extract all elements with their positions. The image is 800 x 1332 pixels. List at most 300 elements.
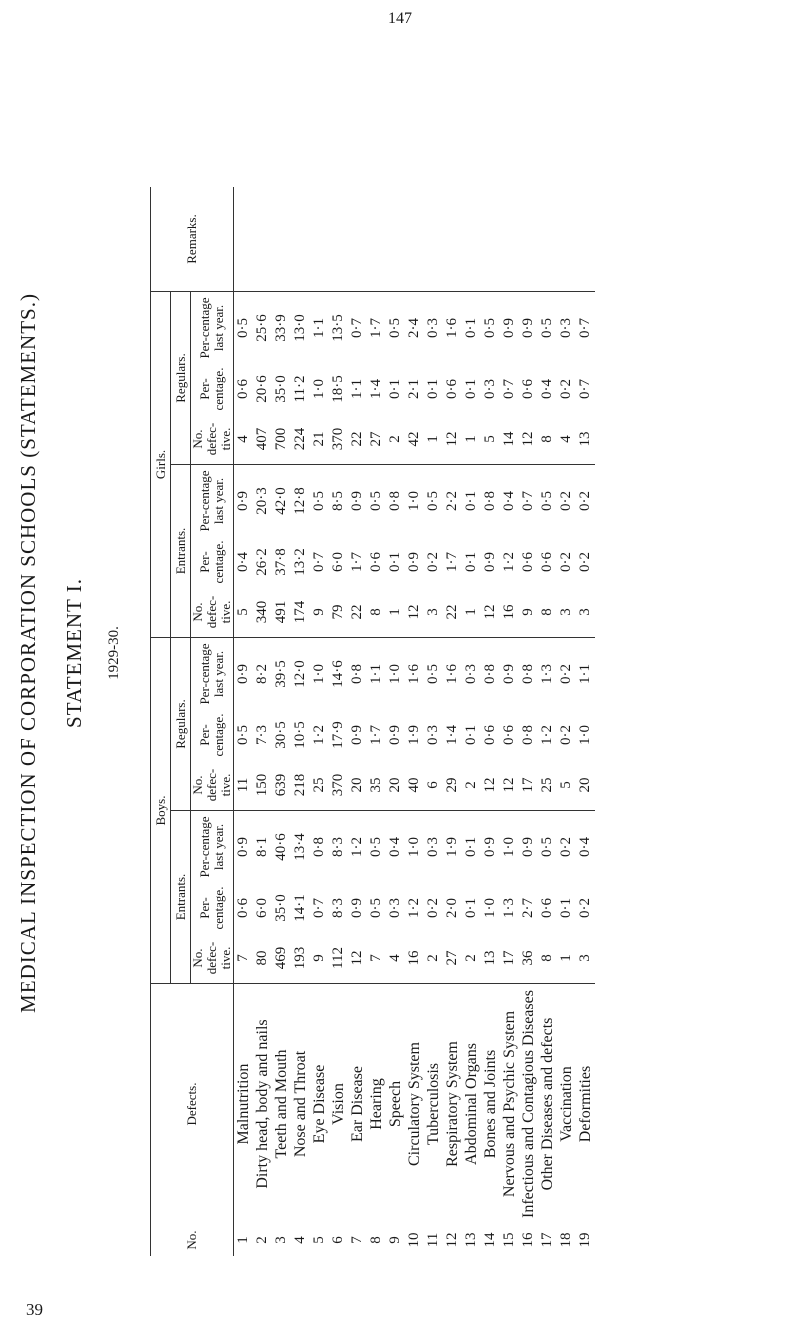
remarks-cell — [519, 187, 538, 292]
cell-b-ent-no: 80 — [253, 933, 272, 984]
defect-name: Dirty head, body and nails — [254, 1019, 271, 1189]
cell-g-ent-last: 0·7 — [520, 491, 536, 511]
col-b-ent-no: No. defec-tive. — [191, 933, 234, 984]
defect-name: Vision — [330, 1083, 347, 1125]
defect-name: Abdominal Organs — [463, 1043, 480, 1165]
remarks-cell — [329, 187, 348, 292]
cell-g-ent-pct: 0·2 — [425, 552, 441, 572]
cell-b-reg-pct: 0·6 — [482, 725, 498, 745]
cell-g-reg-pct: 0·7 — [501, 379, 517, 399]
cell-g-ent-no: 1 — [386, 587, 405, 638]
remarks-cell — [310, 187, 329, 292]
cell-b-ent-pct: 6·0 — [254, 898, 270, 918]
cell-b-reg-no: 25 — [538, 760, 557, 811]
cell-b-reg-no: 639 — [272, 760, 291, 811]
cell-g-reg-pct: 0·1 — [463, 379, 479, 399]
col-defects: Defects. — [184, 1082, 199, 1126]
cell-b-reg-pct: 1·7 — [368, 725, 384, 745]
defect-name: Other Diseases and defects — [539, 1017, 556, 1191]
cell-b-reg-last: 0·9 — [501, 664, 517, 684]
cell-g-reg-pct: 0·1 — [387, 379, 403, 399]
cell-b-reg-no: 370 — [329, 760, 348, 811]
cell-g-reg-no: 12 — [443, 414, 462, 465]
cell-b-reg-last: 0·8 — [520, 664, 536, 684]
remarks-cell — [272, 187, 291, 292]
remarks-cell — [405, 187, 424, 292]
cell-g-ent-last: 0·1 — [463, 491, 479, 511]
cell-b-reg-pct: 0·1 — [463, 725, 479, 745]
cell-g-ent-no: 22 — [348, 587, 367, 638]
cell-b-ent-no: 16 — [405, 933, 424, 984]
cell-b-reg-pct: 0·5 — [235, 725, 251, 745]
cell-g-reg-last: 0·9 — [501, 318, 517, 338]
cell-b-reg-pct: 1·9 — [406, 725, 422, 745]
cell-b-ent-pct: 14·1 — [292, 894, 308, 922]
cell-g-reg-no: 14 — [500, 414, 519, 465]
cell-g-ent-last: 0·9 — [235, 491, 251, 511]
col-b-reg-no: No. defec-tive. — [191, 760, 234, 811]
cell-b-ent-no: 2 — [462, 933, 481, 984]
cell-g-ent-no: 79 — [329, 587, 348, 638]
cell-g-reg-no: 27 — [367, 414, 386, 465]
cell-b-reg-no: 150 — [253, 760, 272, 811]
row-number: 5 — [311, 1236, 327, 1244]
remarks-cell — [500, 187, 519, 292]
cell-g-ent-last: 0·2 — [577, 491, 593, 511]
cell-b-ent-no: 7 — [367, 933, 386, 984]
remarks-cell — [538, 187, 557, 292]
cell-g-reg-pct: 1·4 — [368, 379, 384, 399]
cell-g-ent-pct: 6·0 — [330, 552, 346, 572]
cell-g-ent-pct: 0·6 — [539, 552, 555, 572]
cell-g-reg-last: 33·9 — [273, 314, 289, 342]
cell-b-reg-pct: 0·9 — [349, 725, 365, 745]
col-g-ent-no: No. defec-tive. — [191, 587, 234, 638]
defect-name: Tuberculosis — [425, 1062, 442, 1146]
cell-g-ent-last: 12·8 — [292, 487, 308, 515]
defect-name: Teeth and Mouth — [273, 1049, 290, 1159]
cell-g-ent-last: 0·2 — [558, 491, 574, 511]
row-number: 7 — [349, 1236, 365, 1244]
row-number: 2 — [254, 1236, 270, 1244]
cell-g-ent-pct: 0·4 — [235, 552, 251, 572]
col-g-ent-pct: Per-centage. — [197, 540, 226, 584]
row-number: 12 — [444, 1232, 460, 1248]
cell-g-ent-pct: 0·1 — [387, 552, 403, 572]
cell-g-ent-last: 2·2 — [444, 491, 460, 511]
remarks-cell — [557, 187, 576, 292]
defect-name: Ear Disease — [349, 1066, 366, 1142]
cell-b-reg-no: 12 — [481, 760, 500, 811]
cell-b-ent-pct: 0·7 — [311, 898, 327, 918]
cell-b-ent-no: 36 — [519, 933, 538, 984]
page-number: 147 — [388, 10, 412, 27]
cell-b-reg-no: 20 — [386, 760, 405, 811]
cell-g-reg-pct: 0·2 — [558, 379, 574, 399]
cell-g-ent-no: 16 — [500, 587, 519, 638]
cell-b-reg-no: 218 — [291, 760, 310, 811]
cell-b-reg-last: 1·1 — [577, 664, 593, 684]
cell-g-reg-last: 13·5 — [330, 314, 346, 342]
row-number: 4 — [292, 1236, 308, 1244]
row-number: 15 — [501, 1232, 517, 1248]
cell-b-ent-pct: 0·6 — [235, 898, 251, 918]
table-row — [310, 187, 329, 1256]
cell-b-ent-no: 9 — [310, 933, 329, 984]
table-row — [367, 187, 386, 1256]
remarks-cell — [386, 187, 405, 292]
cell-b-ent-last: 0·1 — [463, 837, 479, 857]
row-number: 17 — [539, 1232, 555, 1248]
cell-g-reg-no: 224 — [291, 414, 310, 465]
cell-b-reg-last: 0·9 — [235, 664, 251, 684]
cell-g-reg-last: 0·3 — [558, 318, 574, 338]
cell-g-ent-no: 1 — [462, 587, 481, 638]
cell-g-ent-no: 3 — [576, 587, 595, 638]
cell-b-ent-last: 13·4 — [292, 833, 308, 861]
cell-b-ent-pct: 0·2 — [425, 898, 441, 918]
cell-g-ent-no: 174 — [291, 587, 310, 638]
cell-b-reg-pct: 1·4 — [444, 725, 460, 745]
row-number: 13 — [463, 1232, 479, 1248]
col-boys: Boys. — [151, 638, 171, 984]
cell-b-reg-no: 11 — [234, 760, 254, 811]
cell-g-reg-pct: 11·2 — [292, 375, 308, 403]
cell-b-ent-pct: 8·3 — [330, 898, 346, 918]
cell-b-reg-no: 29 — [443, 760, 462, 811]
row-number: 19 — [577, 1232, 593, 1248]
cell-g-ent-pct: 1·2 — [501, 552, 517, 572]
cell-b-ent-last: 1·0 — [501, 837, 517, 857]
cell-g-ent-no: 12 — [481, 587, 500, 638]
cell-b-ent-no: 8 — [538, 933, 557, 984]
cell-b-ent-last: 40·6 — [273, 833, 289, 861]
cell-g-ent-no: 3 — [557, 587, 576, 638]
statement-subtitle: STATEMENT I. — [62, 578, 86, 728]
cell-b-ent-no: 1 — [557, 933, 576, 984]
cell-g-reg-no: 4 — [557, 414, 576, 465]
cell-g-reg-last: 0·9 — [520, 318, 536, 338]
cell-g-ent-last: 0·5 — [368, 491, 384, 511]
cell-b-reg-last: 1·6 — [444, 664, 460, 684]
cell-b-reg-pct: 7·3 — [254, 725, 270, 745]
cell-g-reg-no: 42 — [405, 414, 424, 465]
cell-b-ent-pct: 35·0 — [273, 894, 289, 922]
cell-b-ent-no: 12 — [348, 933, 367, 984]
cell-b-reg-last: 12·0 — [292, 660, 308, 688]
cell-b-reg-pct: 0·6 — [501, 725, 517, 745]
remarks-cell — [253, 187, 272, 292]
table-row — [576, 187, 595, 1256]
table-body — [234, 187, 596, 1256]
cell-g-reg-no: 13 — [576, 414, 595, 465]
cell-g-reg-no: 8 — [538, 414, 557, 465]
cell-b-ent-pct: 1·3 — [501, 898, 517, 918]
defect-name: Bones and Joints — [482, 1049, 499, 1159]
col-g-reg-pct: Per-centage. — [197, 367, 226, 411]
cell-g-reg-pct: 0·6 — [444, 379, 460, 399]
row-number: 18 — [558, 1232, 574, 1248]
remarks-cell — [443, 187, 462, 292]
remarks-cell — [234, 187, 254, 292]
cell-g-reg-no: 1 — [424, 414, 443, 465]
cell-g-ent-pct: 1·7 — [444, 552, 460, 572]
row-number: 8 — [368, 1236, 384, 1244]
cell-g-ent-pct: 0·2 — [558, 552, 574, 572]
cell-b-ent-pct: 1·0 — [482, 898, 498, 918]
cell-g-ent-last: 0·9 — [349, 491, 365, 511]
cell-g-reg-last: 0·5 — [539, 318, 555, 338]
cell-b-ent-last: 0·9 — [482, 837, 498, 857]
table-row — [481, 187, 500, 1256]
cell-g-reg-last: 0·5 — [482, 318, 498, 338]
cell-b-ent-last: 8·1 — [254, 837, 270, 857]
table-row — [557, 187, 576, 1256]
cell-b-ent-last: 0·2 — [558, 837, 574, 857]
cell-b-ent-pct: 0·5 — [368, 898, 384, 918]
cell-g-reg-pct: 18·5 — [330, 375, 346, 403]
cell-b-ent-pct: 1·2 — [406, 898, 422, 918]
col-b-ent-pct: Per-centage. — [197, 886, 226, 930]
cell-g-reg-last: 1·6 — [444, 318, 460, 338]
cell-b-reg-last: 1·0 — [387, 664, 403, 684]
cell-b-ent-last: 0·5 — [539, 837, 555, 857]
cell-b-ent-no: 3 — [576, 933, 595, 984]
cell-b-ent-last: 0·9 — [235, 837, 251, 857]
col-b-reg-pct: Per-centage. — [197, 713, 226, 757]
cell-g-reg-last: 25·6 — [254, 314, 270, 342]
cell-b-ent-last: 0·5 — [368, 837, 384, 857]
cell-b-ent-pct: 0·6 — [539, 898, 555, 918]
cell-g-reg-last: 0·1 — [463, 318, 479, 338]
col-g-reg-last: Per-centage last year. — [197, 297, 226, 359]
cell-b-reg-pct: 17·9 — [330, 721, 346, 749]
cell-g-ent-pct: 26·2 — [254, 548, 270, 576]
table-row — [462, 187, 481, 1256]
cell-b-ent-no: 4 — [386, 933, 405, 984]
cell-b-reg-no: 35 — [367, 760, 386, 811]
cell-g-reg-pct: 0·6 — [520, 379, 536, 399]
cell-g-ent-pct: 0·9 — [406, 552, 422, 572]
cell-b-reg-last: 1·1 — [368, 664, 384, 684]
cell-g-reg-last: 0·7 — [349, 318, 365, 338]
defect-name: Malnutrition — [235, 1063, 252, 1145]
cell-b-ent-last: 0·4 — [387, 837, 403, 857]
cell-b-ent-no: 7 — [234, 933, 254, 984]
cell-g-ent-pct: 0·6 — [520, 552, 536, 572]
table-row — [443, 187, 462, 1256]
cell-g-ent-pct: 0·2 — [577, 552, 593, 572]
cell-g-reg-last: 0·5 — [235, 318, 251, 338]
cell-b-reg-no: 12 — [500, 760, 519, 811]
cell-g-reg-no: 700 — [272, 414, 291, 465]
cell-g-reg-no: 5 — [481, 414, 500, 465]
col-b-ent-last: Per-centage last year. — [197, 816, 226, 878]
defect-name: Nose and Throat — [292, 1050, 309, 1158]
remarks-cell — [462, 187, 481, 292]
cell-g-reg-no: 22 — [348, 414, 367, 465]
row-number: 6 — [330, 1236, 346, 1244]
cell-g-reg-no: 4 — [234, 414, 254, 465]
cell-g-ent-pct: 0·9 — [482, 552, 498, 572]
cell-g-ent-no: 9 — [519, 587, 538, 638]
cell-b-ent-pct: 2·7 — [520, 898, 536, 918]
cell-b-reg-no: 25 — [310, 760, 329, 811]
cell-g-reg-no: 12 — [519, 414, 538, 465]
table-row — [538, 187, 557, 1256]
cell-g-ent-pct: 13·2 — [292, 548, 308, 576]
table-row — [253, 187, 272, 1256]
defect-name: Hearing — [368, 1078, 385, 1130]
cell-g-ent-last: 42·0 — [273, 487, 289, 515]
cell-g-ent-no: 22 — [443, 587, 462, 638]
statement-year: 1929-30. — [106, 626, 122, 680]
defect-name: Infectious and Contagious Diseases — [520, 990, 537, 1218]
cell-g-reg-no: 21 — [310, 414, 329, 465]
cell-b-ent-no: 112 — [329, 933, 348, 984]
cell-g-reg-no: 2 — [386, 414, 405, 465]
cell-g-ent-last: 0·5 — [539, 491, 555, 511]
table-row — [405, 187, 424, 1256]
row-number: 3 — [273, 1236, 289, 1244]
cell-g-ent-no: 3 — [424, 587, 443, 638]
cell-g-reg-pct: 1·0 — [311, 379, 327, 399]
cell-g-ent-no: 8 — [367, 587, 386, 638]
defect-name: Vaccination — [558, 1066, 575, 1142]
table-row — [386, 187, 405, 1256]
cell-b-reg-last: 0·3 — [463, 664, 479, 684]
table-row — [234, 187, 254, 1256]
cell-b-reg-no: 20 — [348, 760, 367, 811]
row-number: 16 — [520, 1232, 536, 1248]
cell-b-ent-last: 1·9 — [444, 837, 460, 857]
cell-g-reg-pct: 0·4 — [539, 379, 555, 399]
defect-name: Deformities — [577, 1065, 594, 1143]
cell-g-ent-last: 0·8 — [387, 491, 403, 511]
remarks-cell — [291, 187, 310, 292]
cell-b-ent-no: 13 — [481, 933, 500, 984]
cell-b-reg-pct: 10·5 — [292, 721, 308, 749]
cell-b-reg-last: 0·8 — [349, 664, 365, 684]
cell-g-ent-pct: 0·7 — [311, 552, 327, 572]
cell-g-reg-pct: 2·1 — [406, 379, 422, 399]
cell-b-ent-pct: 0·1 — [558, 898, 574, 918]
cell-b-ent-pct: 0·9 — [349, 898, 365, 918]
defect-name: Eye Disease — [311, 1064, 328, 1144]
remarks-cell — [576, 187, 595, 292]
remarks-cell — [424, 187, 443, 292]
cell-b-ent-last: 0·3 — [425, 837, 441, 857]
cell-g-ent-pct: 37·8 — [273, 548, 289, 576]
cell-g-reg-pct: 0·1 — [425, 379, 441, 399]
table-row — [500, 187, 519, 1256]
col-boys-entrants: Entrants. — [171, 811, 191, 984]
cell-b-reg-pct: 1·2 — [311, 725, 327, 745]
cell-b-ent-last: 0·4 — [577, 837, 593, 857]
cell-g-reg-pct: 0·6 — [235, 379, 251, 399]
row-number: 9 — [387, 1236, 403, 1244]
cell-g-ent-no: 9 — [310, 587, 329, 638]
cell-g-reg-pct: 1·1 — [349, 379, 365, 399]
cell-b-ent-no: 2 — [424, 933, 443, 984]
row-number: 1 — [235, 1236, 251, 1244]
cell-b-ent-no: 17 — [500, 933, 519, 984]
cell-b-ent-pct: 0·1 — [463, 898, 479, 918]
cell-g-reg-last: 1·7 — [368, 318, 384, 338]
cell-g-reg-no: 407 — [253, 414, 272, 465]
cell-b-reg-last: 0·5 — [425, 664, 441, 684]
cell-b-reg-last: 1·0 — [311, 664, 327, 684]
defect-name: Circulatory System — [406, 1042, 423, 1166]
cell-b-reg-last: 14·6 — [330, 660, 346, 688]
table-row — [424, 187, 443, 1256]
left-margin-number: 39 — [26, 1300, 43, 1319]
statement-title: MEDICAL INSPECTION OF CORPORATION SCHOOLS (STATEMENTS.) — [16, 293, 40, 1013]
col-boys-regulars: Regulars. — [171, 638, 191, 811]
cell-g-reg-no: 1 — [462, 414, 481, 465]
col-girls: Girls. — [151, 292, 171, 638]
cell-b-ent-no: 469 — [272, 933, 291, 984]
cell-b-ent-pct: 0·2 — [577, 898, 593, 918]
cell-g-reg-pct: 35·0 — [273, 375, 289, 403]
cell-g-ent-pct: 1·7 — [349, 552, 365, 572]
col-b-reg-last: Per-centage last year. — [197, 643, 226, 705]
cell-b-ent-last: 1·0 — [406, 837, 422, 857]
cell-b-reg-no: 17 — [519, 760, 538, 811]
cell-g-reg-last: 2·4 — [406, 318, 422, 338]
cell-g-ent-pct: 0·6 — [368, 552, 384, 572]
cell-g-reg-last: 0·7 — [577, 318, 593, 338]
col-remarks: Remarks. — [151, 187, 234, 292]
cell-g-reg-pct: 20·6 — [254, 375, 270, 403]
cell-b-reg-no: 2 — [462, 760, 481, 811]
remarks-cell — [367, 187, 386, 292]
cell-b-reg-no: 40 — [405, 760, 424, 811]
cell-b-ent-last: 0·8 — [311, 837, 327, 857]
cell-g-ent-last: 0·4 — [501, 491, 517, 511]
table-row — [348, 187, 367, 1256]
cell-b-reg-pct: 1·0 — [577, 725, 593, 745]
table-row — [329, 187, 348, 1256]
cell-b-reg-pct: 0·3 — [425, 725, 441, 745]
cell-b-ent-pct: 2·0 — [444, 898, 460, 918]
cell-g-reg-pct: 0·3 — [482, 379, 498, 399]
cell-g-reg-last: 0·3 — [425, 318, 441, 338]
cell-g-ent-no: 340 — [253, 587, 272, 638]
defect-name: Nervous and Psychic System — [501, 1010, 518, 1198]
row-number: 10 — [406, 1232, 422, 1248]
cell-b-reg-pct: 0·2 — [558, 725, 574, 745]
cell-g-reg-last: 13·0 — [292, 314, 308, 342]
cell-g-ent-last: 0·5 — [311, 491, 327, 511]
cell-b-reg-last: 1·6 — [406, 664, 422, 684]
cell-b-reg-last: 39·5 — [273, 660, 289, 688]
cell-b-reg-last: 0·2 — [558, 664, 574, 684]
cell-b-ent-last: 8·3 — [330, 837, 346, 857]
cell-b-reg-last: 1·3 — [539, 664, 555, 684]
col-girls-regulars: Regulars. — [171, 292, 191, 465]
remarks-cell — [481, 187, 500, 292]
row-number: 11 — [425, 1232, 441, 1248]
cell-g-ent-no: 8 — [538, 587, 557, 638]
cell-b-reg-pct: 0·8 — [520, 725, 536, 745]
cell-b-reg-no: 5 — [557, 760, 576, 811]
cell-b-reg-pct: 30·5 — [273, 721, 289, 749]
cell-g-reg-pct: 0·7 — [577, 379, 593, 399]
cell-g-ent-last: 0·5 — [425, 491, 441, 511]
rotated-statement — [10, 28, 745, 1278]
cell-g-ent-last: 1·0 — [406, 491, 422, 511]
